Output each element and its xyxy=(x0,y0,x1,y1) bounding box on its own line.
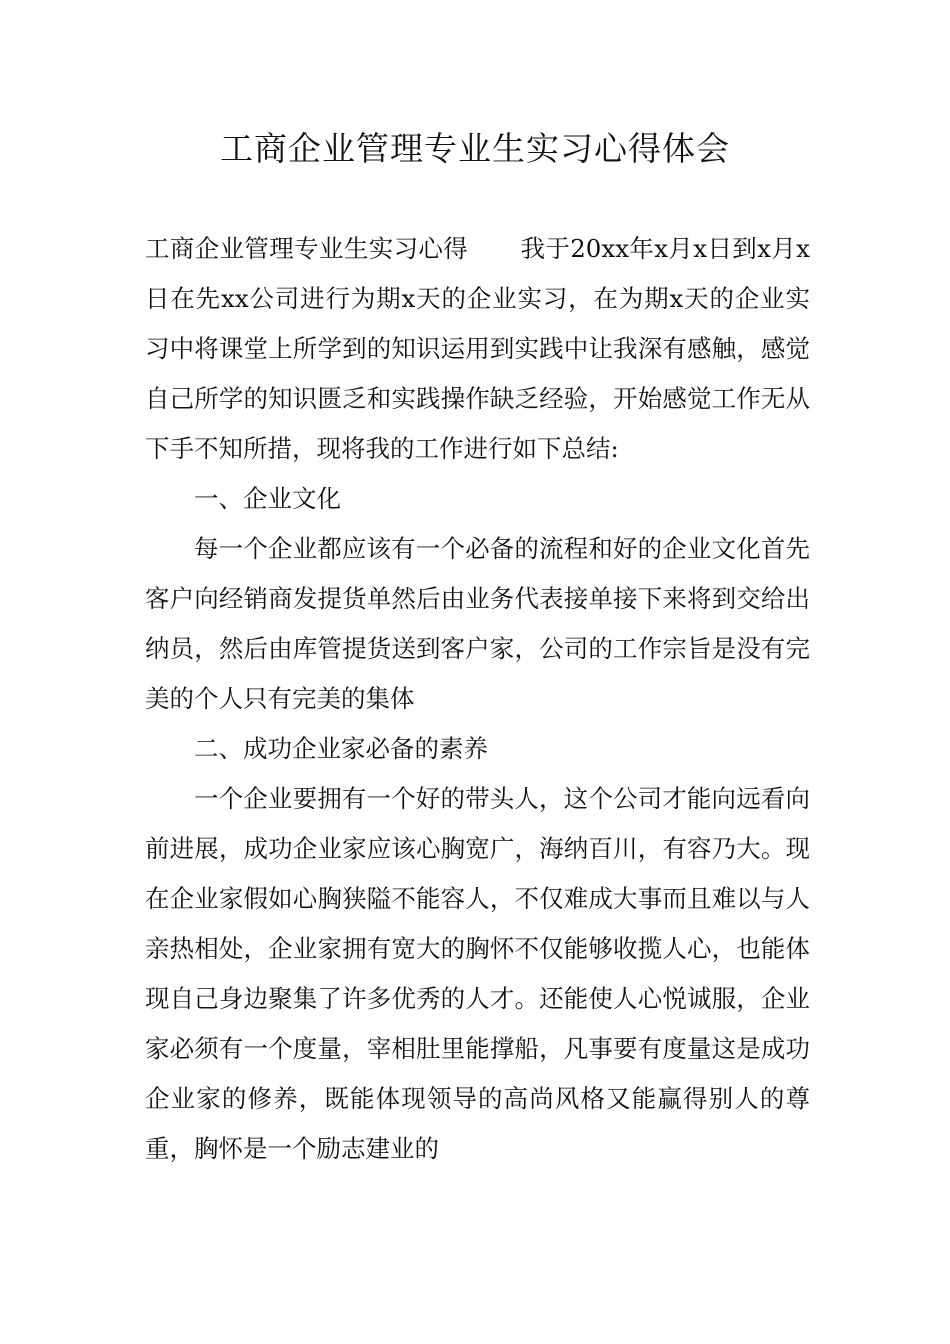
document-body xyxy=(145,224,810,1174)
intro-paragraph xyxy=(145,224,810,474)
intro-heading: 工商企业管理专业生实习心得 xyxy=(145,234,469,263)
section-paragraph-corporate-culture: 每一个企业都应该有一个必备的流程和好的企业文化首先客户向经销商发提货单然后由业务代表接单接下来将到交给出纳员，然后由库管提货送到客户家，公司的工作宗旨是没有完美的个人只有完美的集体 xyxy=(145,534,810,713)
intro-text: 我于20xx年x月x日到x月x日在先xx公司进行为期x天的企业实习，在为期x天的企业实习中将课堂上所学到的知识运用到实践中让我深有感触，感觉自己所学的知识匮乏和实践操作缺乏经验，开始感觉工作无从下手不知所措，现将我的工作进行如下总结: xyxy=(145,234,811,463)
section-heading-entrepreneur-qualities: 二、成功企业家必备的素养 xyxy=(194,734,488,763)
document-title: 工商企业管理专业生实习心得体会 xyxy=(220,129,730,168)
section-paragraph-entrepreneur-qualities: 一个企业要拥有一个好的带头人，这个公司才能向远看向前进展，成功企业家应该心胸宽广，海纳百川，有容乃大。现在企业家假如心胸狭隘不能容人，不仅难成大事而且难以与人亲热相处，企业家拥有宽大的胸怀不仅能够收揽人心，也能体现自己身边聚集了许多优秀的人才。还能使人心悦诚服，企业家必须有一个度量，宰相肚里能撑船，凡事要有度量这是成功企业家的修养，既能体现领导的高尚风格又能赢得别人的尊重，胸怀是一个励志建业的 xyxy=(145,784,810,1163)
section-heading-corporate-culture: 一、企业文化 xyxy=(194,484,341,513)
